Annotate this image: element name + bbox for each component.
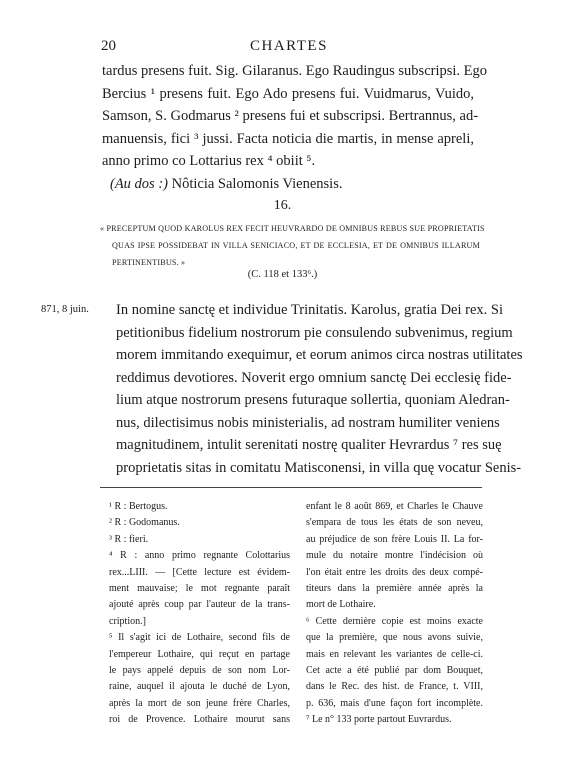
footnote-line: ³ R : fieri. [109, 533, 149, 545]
footnote-line: enfant le 8 août 869, et Charles le Chauve [306, 501, 483, 512]
footnote-line: ajouté après coup par l'auteur de la trans- [109, 599, 290, 611]
dorse-note [102, 173, 474, 196]
text-line: lium atque nostrorum presens futuraque sollertia, quoniam Aledran- [116, 392, 510, 408]
rubric-line: PERTINENTIBUS. » [112, 258, 186, 267]
footnote-line: l'on était entre les droits des deux compé- [306, 566, 483, 578]
previous-charter-continuation [102, 60, 488, 196]
text-line: magnitudinem, intulit serenitati nostrę qualiter Hevrardus ⁷ res suę [116, 437, 502, 453]
text-line: manuensis, fici ³ jussi. Facta noticia die martis, in mense apreli, [102, 130, 474, 147]
charter-rubric [100, 220, 485, 271]
footnote-line: ment mauvaise; le mot regnante paraît [109, 582, 290, 594]
footnote-line: s'empara de tous les états de son neveu, [306, 517, 483, 529]
rubric-line: QUAS IPSE POSSIDEBAT IN VILLA SENICIACO, ET DE ECCLESIA, ET DE OMNIBUS ILLARUM [112, 241, 480, 250]
footnote-line: ⁵ Il s'agit ici de Lothaire, second fils de [109, 632, 290, 644]
text-line: reddimus devotiores. Noverit ergo omnium sanctę Dei ecclesię fide- [116, 369, 512, 386]
footnotes-right-column [306, 499, 483, 728]
footnote-line: mais en relevant les variantes de celle-ci. [306, 648, 483, 660]
footnote-line: Cet acte a été publié par dom Bouquet, [306, 664, 483, 676]
charter-number: 16. [273, 198, 292, 213]
text-line: Bercius ¹ presens fuit. Ego Ado presens fui. Vuidmarus, Vuido, [102, 85, 474, 102]
footnote-line: ² R : Godomanus. [109, 517, 180, 529]
text-line: anno primo co Lottarius rex ⁴ obiit ⁵. [102, 153, 316, 170]
footnote-line: que la première, que nous avons suivie, [306, 632, 483, 644]
footnote-line: titeurs dans la première année après la [306, 582, 483, 594]
footnote-line: roi de Provence. Lothaire mourut sans [109, 714, 290, 726]
footnote-line: ¹ R : Bertogus. [109, 501, 168, 512]
footnote-line: au préjudice de son frère Louis II. La for- [306, 533, 483, 545]
footnote-line: le pays appelé depuis de son nom Lor- [109, 664, 290, 676]
dorse-label: (Au dos :) [110, 175, 168, 192]
manuscript-sources: (C. 118 et 133⁶.) [247, 269, 318, 280]
footnote-line: ⁶ Cette dernière copie est moins exacte [306, 615, 483, 627]
text-line: morem immitando exequimur, et eorum animos circa nostras utilitates [116, 347, 523, 363]
footnote-divider [100, 487, 482, 488]
footnote-line: ⁷ Le n° 133 porte partout Euvrardus. [306, 714, 452, 726]
text-line: In nomine sanctę et individue Trinitatis. Karolus, gratia Dei rex. Si [116, 302, 504, 318]
footnote-line: p. 636, mais d'une façon fort incomplète. [306, 697, 483, 709]
text-line: nus, dilectisimus nobis ministerialis, ad nostram humiliter veniens [116, 414, 500, 431]
footnote-line: après la mort de son jeune frère Charles, [109, 697, 290, 709]
footnote-line: mort de Lothaire. [306, 599, 376, 611]
footnote-line: rex...LIII. — [Cette lecture est évidem- [109, 566, 290, 578]
dorse-text: Nôticia Salomonis Vienensis. [171, 175, 343, 192]
page-number: 20 [101, 38, 116, 54]
text-line: tardus presens fuit. Sig. Gilaranus. Ego Raudingus subscripsi. Ego [102, 63, 488, 79]
text-line: proprietatis sitas in comitatu Matisconensi, in villa quę vocatur Senis- [116, 459, 522, 476]
charter-date: 871, 8 juin. [41, 304, 89, 315]
text-line: petitionibus fidelium nostrorum pie consulendo subvenimus, regium [116, 324, 513, 341]
charter-text [116, 299, 523, 479]
footnote-line: l'empereur Lothaire, qui reçut en partage [109, 648, 290, 660]
footnote-line: raine, auquel il ajouta le duché de Lyon, [109, 681, 290, 693]
rubric-line: « PRECEPTUM QUOD KAROLUS REX FECIT HEUVRARDO DE OMNIBUS REBUS SUE PROPRIETATIS [100, 224, 485, 233]
footnotes-left-column [109, 499, 290, 728]
footnote-line: cription.] [109, 615, 146, 627]
footnote-line: mule du notaire montre l'indécision où [306, 550, 483, 562]
running-title: CHARTES [250, 38, 328, 54]
footnote-line: ⁴ R : anno primo regnante Colottarius [109, 550, 290, 562]
text-line: Samson, S. Godmarus ² presens fui et subscripsi. Bertrannus, ad- [102, 108, 479, 125]
footnote-line: dans le Rec. des hist. de France, t. VIII, [306, 681, 483, 693]
